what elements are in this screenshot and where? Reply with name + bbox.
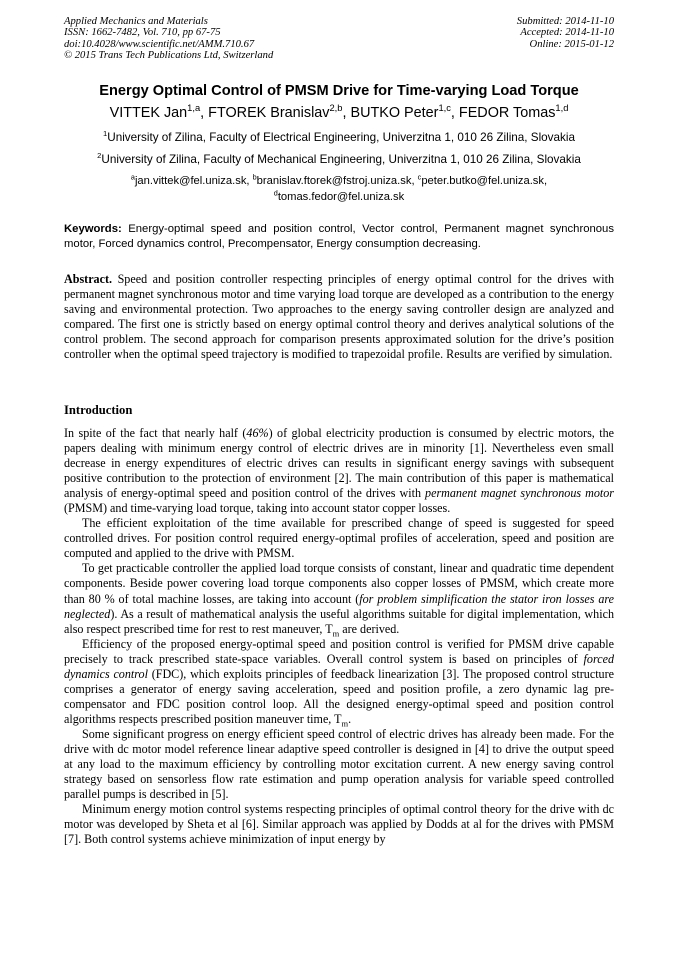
abstract <box>64 272 614 363</box>
paragraph: Minimum energy motion control systems respecting principles of optimal control theory for the drive with dc motor was developed by Sheta et al [6]. Similar approach was applied by Dodds at al for the drives with PMSM [7]. Both control systems achieve minimization of input energy by <box>64 802 614 847</box>
subscript: m <box>341 718 349 729</box>
paragraph-text: ) of global electricity production is consumed by electric motors, the papers dealing with minimum energy control of electric drives are in minority [1]. Nevertheless even small decrease in energy expenditures of electric drives can results in significant energy savings with subsequent positive contribution to the protection of environment [2]. The main contribution of this paper is mathematical analysis of energy-optimal speed and position control of the drives with <box>64 426 614 501</box>
paragraph <box>64 637 614 727</box>
section-heading-introduction: Introduction <box>64 403 133 417</box>
journal-copyright: © 2015 Trans Tech Publications Ltd, Switzerland <box>64 50 274 62</box>
email-line-2 <box>0 187 678 206</box>
paragraph-text: To get practicable controller the applied load torque consists of constant, linear and quadratic time dependent components. Beside power covering load torque components also copper losses of PMSM, which create more than 80 % of total machine losses, are taking into account ( <box>64 561 614 606</box>
email-mark: a <box>130 172 135 182</box>
journal-doi: doi:10.4028/www.scientific.net/AMM.710.67 <box>64 38 255 50</box>
author-affiliation-mark: 1,a <box>187 103 201 114</box>
keywords-label: Keywords: <box>64 223 122 235</box>
paper-title: Energy Optimal Control of PMSM Drive for Time-varying Load Torque <box>99 83 579 99</box>
author-affiliation-mark: 1,d <box>555 103 569 114</box>
affiliation-text: University of Zilina, Faculty of Electrical Engineering, Univerzitna 1, 010 26 Zilina, Slovakia <box>107 131 575 144</box>
email-link[interactable]: jan.vittek@fel.uniza.sk, <box>134 175 253 187</box>
accepted-date: Accepted: 2014-11-10 <box>520 27 614 39</box>
journal-name: Applied Mechanics and Materials <box>64 16 208 27</box>
journal-issn: ISSN: 1662-7482, Vol. 710, pp 67-75 <box>64 27 221 39</box>
paragraph-text: ). As a result of mathematical analysis the useful algorithms suitable for digital implementation, which also respect prescribed time for rest to rest maneuver, T <box>64 606 614 636</box>
paragraph-emphasis: 46% <box>246 426 269 440</box>
keywords <box>64 222 614 252</box>
introduction-body <box>64 426 614 847</box>
paragraph-text: In spite of the fact that nearly half ( <box>64 426 247 440</box>
email-line-1 <box>0 174 678 190</box>
paragraph-emphasis: for problem simplification the stator iron losses are neglected <box>64 591 614 621</box>
paragraph-text: . <box>348 711 352 726</box>
paragraph <box>64 561 614 639</box>
affiliation-mark: 1 <box>103 129 108 139</box>
abstract-text: Speed and position controller respecting principles of energy optimal control for the drives with permanent magnet synchronous motor and time varying load torque are developed as a contribution to the energy saving and environmental protection. Two approaches to the energy saving controller design are analyzed and compared. The first one is strictly based on energy optimal control theory and derives analytical solutions of the control problem. The second approach for comparison presents approximated solution for the drive’s position controller when the optimal speed trajectory is modified to trapezoidal profile. Results are verified by simulation. <box>64 272 614 362</box>
email-link[interactable]: tomas.fedor@fel.uniza.sk <box>277 190 405 203</box>
paragraph: The efficient exploitation of the time available for prescribed change of speed is suggested for speed controlled drives. For position control required energy-optimal profiles of acceleration, speed and position are computed and applied to the drive with PMSM. <box>64 516 614 561</box>
submitted-date: Submitted: 2014-11-10 <box>516 16 614 27</box>
email-link[interactable]: branislav.ftorek@fstroj.uniza.sk, <box>256 175 418 187</box>
paragraph: Some significant progress on energy efficient speed control of electric drives has already been made. For the drive with dc motor model reference linear adaptive speed controller is designed in [4] to drive the output speed at any load to the maximum efficiency by controlling motor excitation current. A new energy saving control strategy based on sensorless flow rate estimation and pump operation analysis for variable speed controlled parallel pumps is described in [5]. <box>64 726 614 802</box>
paragraph-emphasis: forced dynamics control <box>64 651 614 681</box>
author-name: FEDOR Tomas <box>458 105 556 121</box>
email-mark: d <box>273 187 278 197</box>
author-separator: , <box>342 105 351 121</box>
email-link[interactable]: peter.butko@fel.uniza.sk, <box>421 175 548 187</box>
affiliation-mark: 2 <box>97 151 102 161</box>
author-emails <box>0 174 678 205</box>
author-affiliation-mark: 1,c <box>438 103 451 114</box>
subscript: m <box>332 628 340 639</box>
paragraph-text: (FDC), which exploits principles of feedback linearization [3]. The proposed control structure comprises a generator of energy saving acceleration, speed and position profile, a zero dynamic lag pre-compensator and FDC position control loop. All the designed energy-optimal speed and position control algorithms respects prescribed position maneuver time, T <box>64 666 614 726</box>
affiliation-1 <box>0 131 678 145</box>
journal-info <box>64 16 273 62</box>
email-mark: b <box>252 172 257 182</box>
submission-dates <box>517 16 614 50</box>
affiliation-text: University of Zilina, Faculty of Mechanical Engineering, Univerzitna 1, 010 26 Zilina, Slovakia <box>101 153 581 166</box>
affiliation-2 <box>0 153 678 167</box>
email-mark: c <box>417 172 422 182</box>
author-separator: , <box>200 105 209 121</box>
author-separator: , <box>450 105 459 121</box>
paragraph-emphasis: permanent magnet synchronous motor <box>425 486 614 501</box>
paragraph-text: (PMSM) and time-varying load torque, taking into account stator copper losses. <box>64 501 451 516</box>
paragraph-text: Efficiency of the proposed energy-optimal speed and position control is verified for PMSM drive capable precisely to track prescribed state-space variables. Overall control system is based on principles of <box>64 636 614 666</box>
paragraph-text: are derived. <box>339 621 400 636</box>
author-name: VITTEK Jan <box>109 105 188 121</box>
author-name: BUTKO Peter <box>350 105 439 121</box>
paragraph <box>64 426 614 516</box>
author-name: FTOREK Branislav <box>208 105 330 121</box>
author-list <box>0 104 678 123</box>
keywords-text: Energy-optimal speed and position control, Vector control, Permanent magnet synchronous motor, Forced dynamics control, Precompensator, Energy consumption decreasing. <box>64 223 614 250</box>
abstract-label: Abstract. <box>64 272 113 286</box>
author-affiliation-mark: 2,b <box>329 103 343 114</box>
online-date: Online: 2015-01-12 <box>529 38 614 50</box>
